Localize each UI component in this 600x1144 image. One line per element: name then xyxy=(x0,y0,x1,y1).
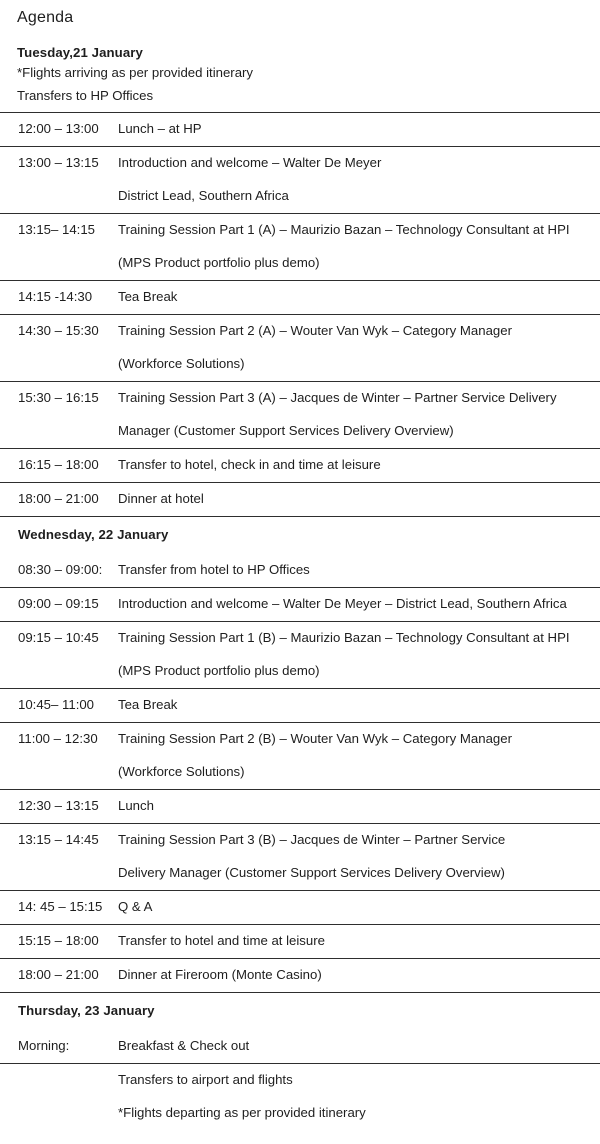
agenda-row xyxy=(0,314,600,381)
agenda-row xyxy=(0,448,600,482)
time-cell: 13:15 – 14:45 xyxy=(18,832,99,847)
time-cell: 12:30 – 13:15 xyxy=(18,798,99,813)
agenda-row xyxy=(0,789,600,823)
time-cell: 09:00 – 09:15 xyxy=(18,596,99,611)
description-line: Training Session Part 3 (B) – Jacques de Winter – Partner Service xyxy=(118,832,506,847)
description-line: Introduction and welcome – Walter De Meyer – District Lead, Southern Africa xyxy=(118,596,567,611)
agenda-row xyxy=(0,146,600,213)
day-3-header-row xyxy=(0,992,600,1030)
description-line: Training Session Part 1 (B) – Maurizio Bazan – Technology Consultant at HPI xyxy=(118,630,570,645)
description-cell xyxy=(118,155,595,203)
agenda-row xyxy=(0,381,600,448)
description-cell xyxy=(118,121,595,136)
agenda-row xyxy=(0,890,600,924)
description-line: Dinner at Fireroom (Monte Casino) xyxy=(118,967,322,982)
description-line: District Lead, Southern Africa xyxy=(118,188,289,203)
time-cell: 15:15 – 18:00 xyxy=(18,933,99,948)
description-line: (Workforce Solutions) xyxy=(118,764,245,779)
description-cell xyxy=(118,491,595,506)
description-cell xyxy=(118,1072,595,1087)
agenda-row xyxy=(0,587,600,621)
time-cell: 16:15 – 18:00 xyxy=(18,457,99,472)
description-line: Lunch – at HP xyxy=(118,121,202,136)
description-line: Q & A xyxy=(118,899,153,914)
day-2-header-row xyxy=(0,516,600,554)
time-cell: 08:30 – 09:00: xyxy=(18,562,103,577)
description-line: Tea Break xyxy=(118,697,178,712)
day-3-header: Thursday, 23 January xyxy=(18,1003,155,1018)
time-cell: Morning: xyxy=(18,1038,70,1053)
time-cell: 09:15 – 10:45 xyxy=(18,630,99,645)
description-line: Tea Break xyxy=(118,289,178,304)
description-cell xyxy=(118,323,595,371)
page-title: Agenda xyxy=(17,9,74,26)
description-line: Lunch xyxy=(118,798,154,813)
description-cell xyxy=(118,933,595,948)
description-cell xyxy=(118,1038,595,1053)
time-cell: 15:30 – 16:15 xyxy=(18,390,99,405)
agenda-table xyxy=(0,112,600,1130)
agenda-row xyxy=(0,958,600,992)
description-line: Training Session Part 1 (A) – Maurizio Bazan – Technology Consultant at HPI xyxy=(118,222,570,237)
day-1-header: Tuesday,21 January xyxy=(17,45,143,60)
agenda-row xyxy=(0,482,600,516)
description-cell xyxy=(118,630,595,678)
description-line: (Workforce Solutions) xyxy=(118,356,245,371)
agenda-row xyxy=(0,213,600,280)
description-cell xyxy=(118,697,595,712)
description-cell xyxy=(118,289,595,304)
description-line: (MPS Product portfolio plus demo) xyxy=(118,663,320,678)
description-line: Breakfast & Check out xyxy=(118,1038,250,1053)
time-cell: 11:00 – 12:30 xyxy=(18,731,98,746)
time-cell xyxy=(18,1072,118,1087)
description-line: Delivery Manager (Customer Support Services Delivery Overview) xyxy=(118,865,505,880)
time-cell: 13:00 – 13:15 xyxy=(18,155,99,170)
description-line: *Flights departing as per provided itinerary xyxy=(118,1105,366,1120)
day-1-intro xyxy=(0,45,600,103)
description-cell xyxy=(118,798,595,813)
description-cell xyxy=(118,899,595,914)
agenda-row xyxy=(0,1030,600,1063)
agenda-row xyxy=(0,722,600,789)
time-cell: 18:00 – 21:00 xyxy=(18,967,99,982)
description-cell xyxy=(118,1105,595,1120)
time-cell: 14:30 – 15:30 xyxy=(18,323,99,338)
time-cell: 14:15 -14:30 xyxy=(18,289,93,304)
description-line: Manager (Customer Support Services Delivery Overview) xyxy=(118,423,454,438)
agenda-row xyxy=(0,924,600,958)
day-2-header: Wednesday, 22 January xyxy=(18,527,169,542)
time-cell: 10:45– 11:00 xyxy=(18,697,95,712)
description-line: Training Session Part 3 (A) – Jacques de Winter – Partner Service Delivery xyxy=(118,390,557,405)
description-cell xyxy=(118,832,595,880)
time-cell: 13:15– 14:15 xyxy=(18,222,96,237)
agenda-row xyxy=(0,1063,600,1097)
time-cell: 12:00 – 13:00 xyxy=(18,121,99,136)
time-cell xyxy=(18,1105,118,1120)
description-line: Training Session Part 2 (A) – Wouter Van Wyk – Category Manager xyxy=(118,323,512,338)
description-line: Transfers to airport and flights xyxy=(118,1072,293,1087)
agenda-row xyxy=(0,688,600,722)
description-cell xyxy=(118,222,595,270)
description-line: Training Session Part 2 (B) – Wouter Van Wyk – Category Manager xyxy=(118,731,512,746)
description-cell xyxy=(118,596,595,611)
description-line: Dinner at hotel xyxy=(118,491,204,506)
agenda-row xyxy=(0,621,600,688)
description-line: Transfer from hotel to HP Offices xyxy=(118,562,310,577)
description-cell xyxy=(118,390,595,438)
description-cell xyxy=(118,967,595,982)
description-cell xyxy=(118,562,595,577)
agenda-row xyxy=(0,1097,600,1130)
description-cell xyxy=(118,731,595,779)
time-cell: 18:00 – 21:00 xyxy=(18,491,99,506)
description-line: Transfer to hotel and time at leisure xyxy=(118,933,325,948)
description-line: Transfer to hotel, check in and time at leisure xyxy=(118,457,381,472)
agenda-row xyxy=(0,823,600,890)
description-line: (MPS Product portfolio plus demo) xyxy=(118,255,320,270)
day-1-note-flights: *Flights arriving as per provided itinerary xyxy=(17,65,254,80)
time-cell: 14: 45 – 15:15 xyxy=(18,899,103,914)
day-1-note-transfers: Transfers to HP Offices xyxy=(17,88,154,103)
description-cell xyxy=(118,457,595,472)
agenda-row xyxy=(0,280,600,314)
agenda-row xyxy=(0,554,600,587)
agenda-row xyxy=(0,112,600,146)
description-line: Introduction and welcome – Walter De Meyer xyxy=(118,155,382,170)
